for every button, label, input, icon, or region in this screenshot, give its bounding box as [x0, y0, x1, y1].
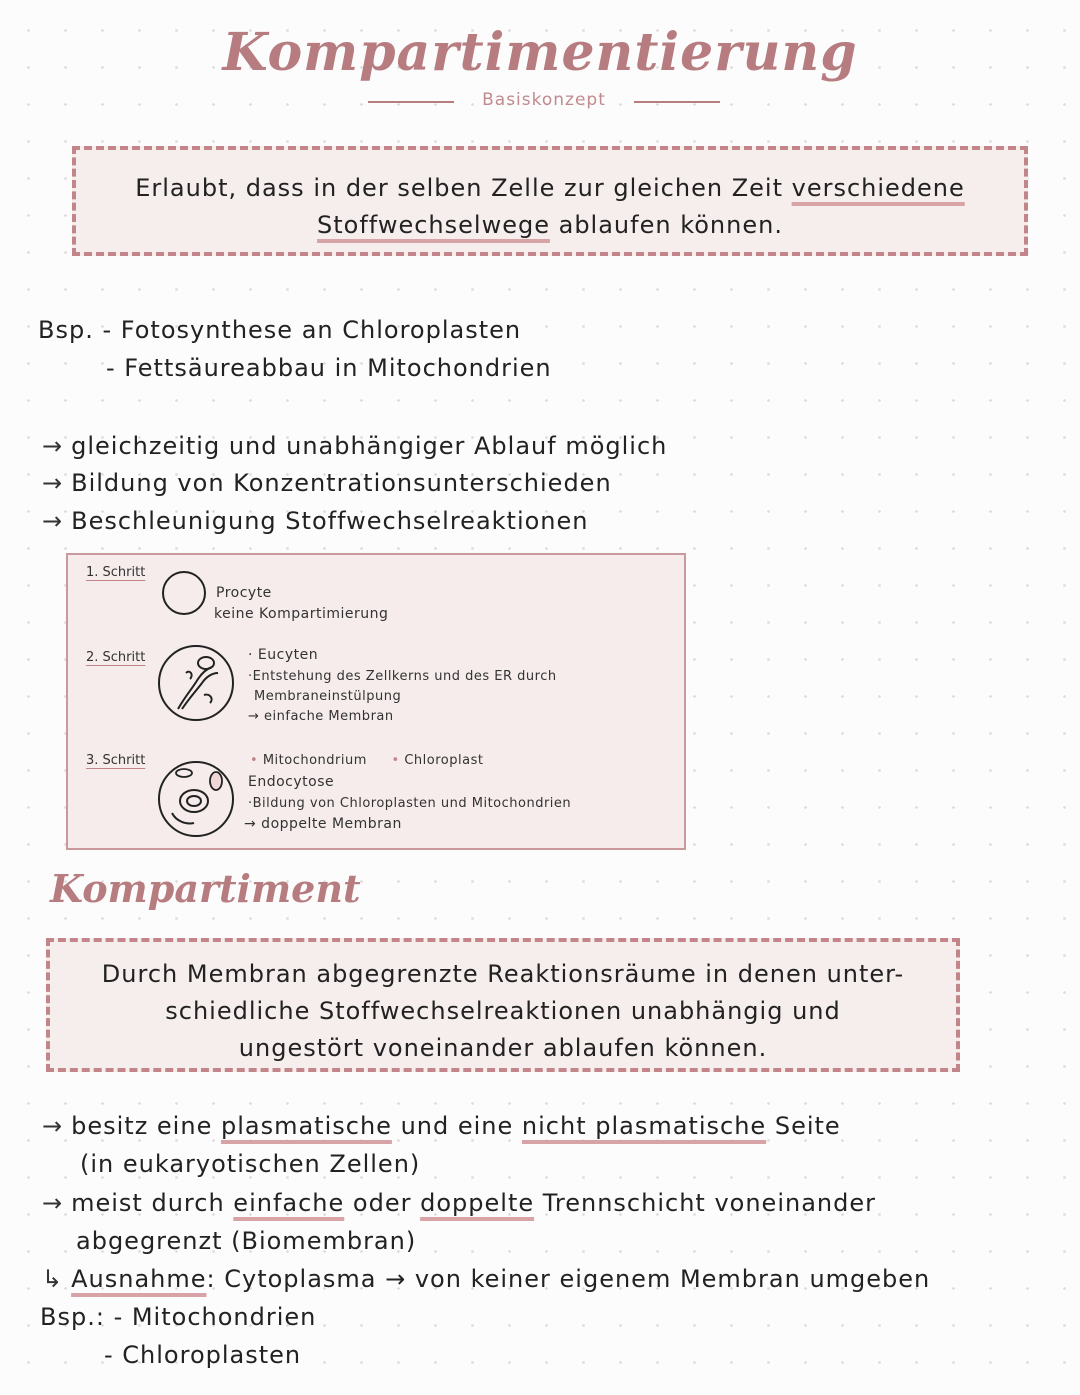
consequence-text: Bildung von Konzentrationsunterschieden	[71, 469, 612, 497]
step-3-line-3: → doppelte Membran	[244, 816, 402, 832]
exception-example-2: - Chloroplasten	[104, 1341, 302, 1369]
compartment-line-2: schiedliche Stoffwechselreaktionen unabhängig und	[165, 997, 841, 1025]
definition-text-1: Erlaubt, dass in der selben Zelle zur gleichen Zeit	[135, 174, 783, 202]
exception-label: Ausnahme	[71, 1265, 207, 1293]
example-item-2: - Fettsäureabbau in Mitochondrien	[106, 354, 552, 382]
property-1	[42, 1112, 841, 1140]
consequence-3	[42, 507, 589, 535]
arrow-icon: →	[42, 1189, 64, 1217]
subtitle-block	[368, 90, 720, 114]
definition-text-2: ablaufen können.	[558, 211, 783, 239]
property-2-text-a: meist durch	[71, 1189, 225, 1217]
arrow-icon: →	[42, 507, 64, 535]
arrow-icon: →	[42, 1112, 64, 1140]
consequence-1	[42, 432, 667, 460]
definition-highlight-1: verschiedene	[791, 174, 965, 202]
definition-box	[72, 146, 1028, 256]
arrow-icon: →	[42, 469, 64, 497]
exception-example-prefix: Bsp.:	[40, 1303, 105, 1331]
exception-example-item-1: - Mitochondrien	[113, 1303, 317, 1331]
step-1-label: 1. Schritt	[86, 565, 146, 580]
legend-chloroplast: Chloroplast	[404, 753, 484, 768]
property-2-highlight-1: einfache	[233, 1189, 345, 1217]
property-1-highlight-2: nicht plasmatische	[521, 1112, 767, 1140]
property-2-highlight-2: doppelte	[420, 1189, 535, 1217]
subtitle: Basiskonzept	[482, 90, 606, 110]
section-heading-kompartiment: Kompartiment	[50, 866, 361, 911]
step-2-line-1: · Eucyten	[248, 647, 319, 663]
step-2-label: 2. Schritt	[86, 650, 146, 665]
step-1-line-1: Procyte	[216, 585, 272, 601]
consequence-2	[42, 469, 612, 497]
property-1-text-c: Seite	[774, 1112, 841, 1140]
compartment-box	[46, 938, 960, 1072]
step-1-line-2: keine Kompartimierung	[214, 606, 389, 622]
consequence-text: Beschleunigung Stoffwechselreaktionen	[71, 507, 589, 535]
property-2-text-b: oder	[352, 1189, 412, 1217]
definition-line-2	[76, 207, 1024, 244]
definition-highlight-2: Stoffwechselwege	[317, 211, 550, 239]
legend-mitochondrium: Mitochondrium	[262, 753, 367, 768]
step-2-line-2: ·Entstehung des Zellkerns und des ER durch	[248, 669, 557, 684]
compartment-line-3: ungestört voneinander ablaufen können.	[238, 1034, 768, 1062]
procyte-cell-icon	[160, 569, 208, 617]
eucyte-organelles-icon	[156, 757, 236, 841]
step-2-line-3: Membraneinstülpung	[254, 689, 402, 704]
exception-line	[42, 1265, 930, 1293]
consequence-text: gleichzeitig und unabhängiger Ablauf möglich	[71, 432, 668, 460]
example-line-1	[38, 316, 521, 344]
property-1-text-b: und eine	[400, 1112, 514, 1140]
property-2	[42, 1189, 876, 1217]
eucyte-cell-icon	[156, 643, 236, 723]
compartment-line-1: Durch Membran abgegrenzte Reaktionsräume in denen unter-	[101, 960, 905, 988]
step-3-line-1: Endocytose	[248, 774, 335, 790]
step-2-line-4: → einfache Membran	[248, 709, 394, 724]
property-1-text-a: besitz eine	[71, 1112, 213, 1140]
legend-dot-icon: •	[391, 753, 400, 768]
example-item-1: - Fotosynthese an Chloroplasten	[102, 316, 522, 344]
example-prefix: Bsp.	[38, 316, 94, 344]
property-2-line-2: abgegrenzt (Biomembran)	[76, 1227, 417, 1255]
legend-dot-icon: •	[250, 753, 259, 768]
step-3-legend	[250, 753, 483, 768]
return-arrow-icon: ↳	[42, 1265, 64, 1293]
page-title: Kompartimentierung	[222, 22, 858, 83]
definition-line-1	[76, 170, 1024, 207]
exception-text: : Cytoplasma → von keiner eigenem Membran umgeben	[206, 1265, 931, 1293]
subtitle-rule-left	[368, 101, 454, 103]
subtitle-rule-right	[634, 101, 720, 103]
property-2-text-c: Trennschicht voneinander	[542, 1189, 876, 1217]
exception-example-1	[40, 1303, 316, 1331]
property-1-line-2: (in eukaryotischen Zellen)	[80, 1150, 421, 1178]
endosymbiosis-diagram	[66, 553, 686, 850]
arrow-icon: →	[42, 432, 64, 460]
step-3-label: 3. Schritt	[86, 753, 146, 768]
property-1-highlight-1: plasmatische	[220, 1112, 392, 1140]
step-3-line-2: ·Bildung von Chloroplasten und Mitochondrien	[248, 796, 572, 811]
